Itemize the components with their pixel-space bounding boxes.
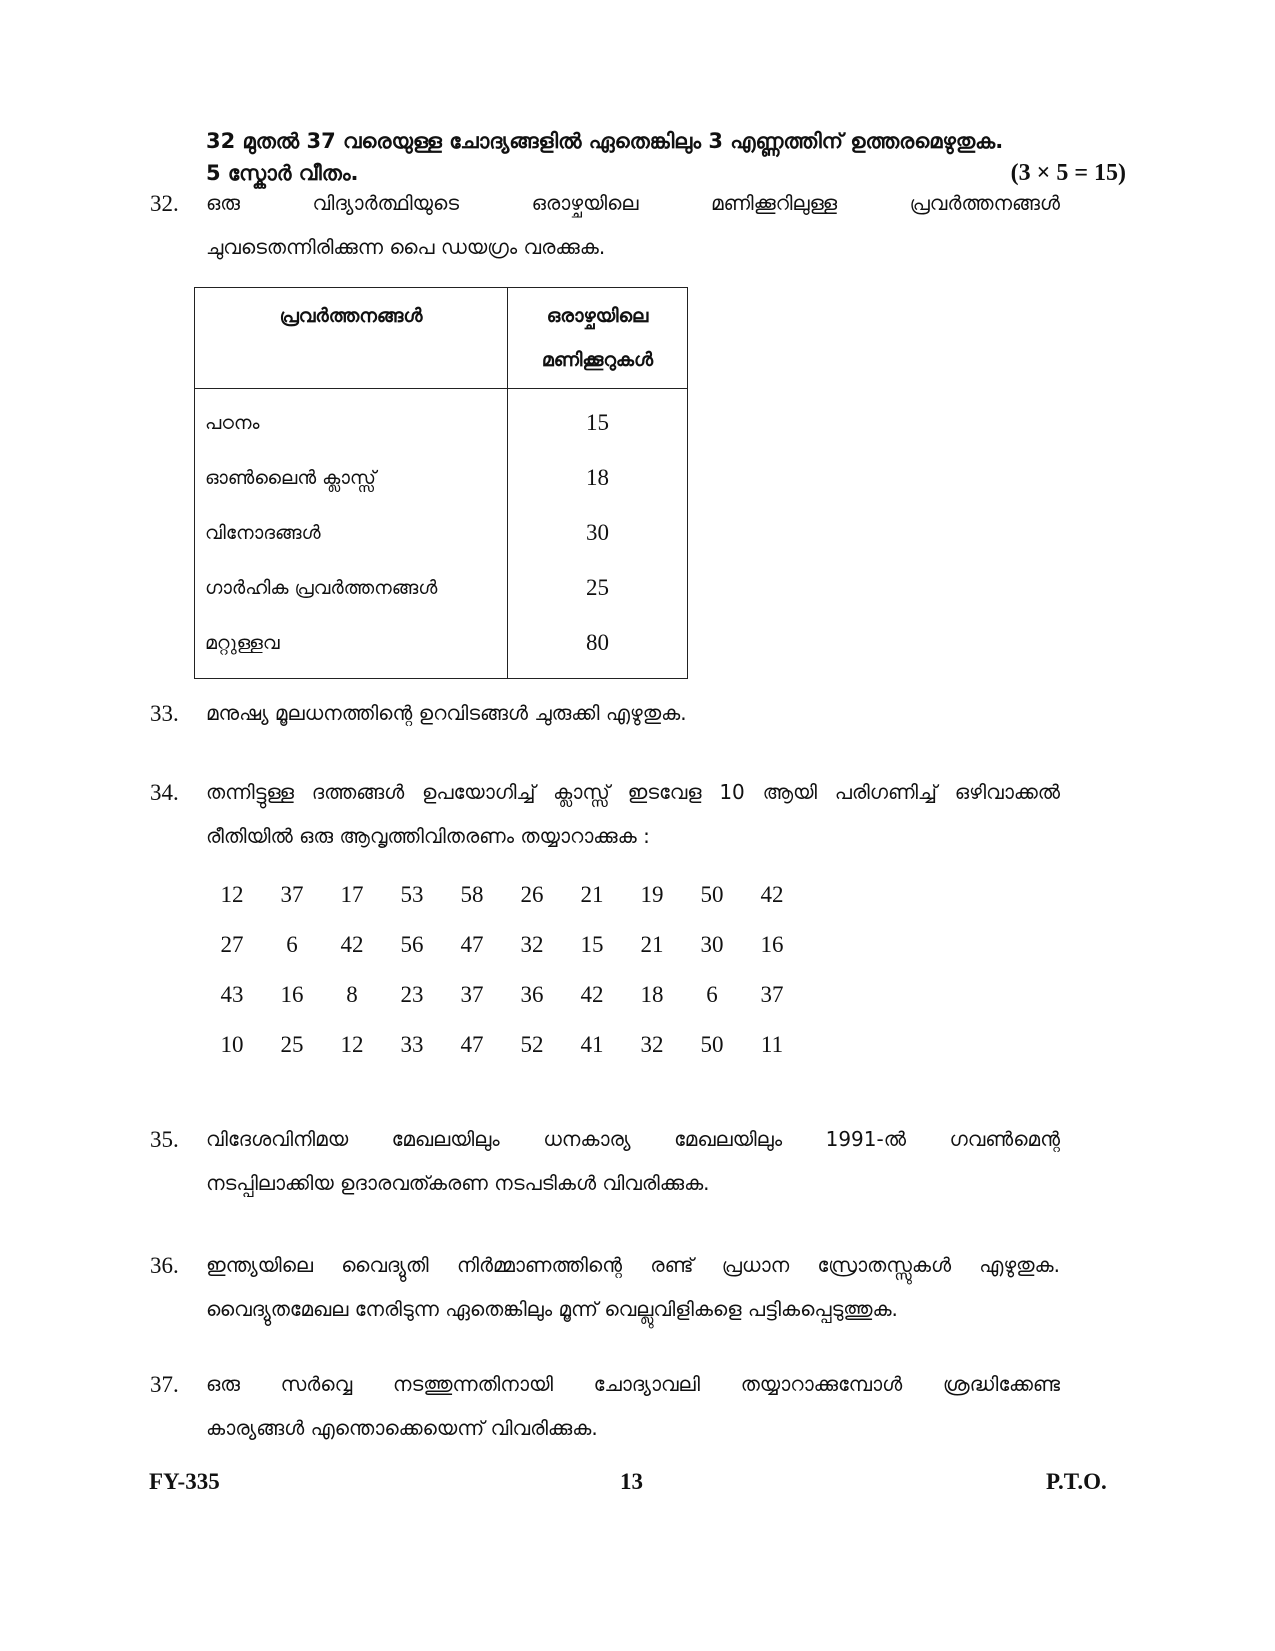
data-cell: 56 [400,932,424,957]
data-cell: 19 [640,882,664,907]
question-35-line-1: വിദേശവിനിമയ മേഖലയിലും ധനകാര്യ മേഖലയിലും 1991-ൽ ഗവൺമെന്റ [206,1127,1060,1151]
question-34-text [206,770,1060,858]
question-number-33: 33. [150,701,179,726]
header-activity: പ്രവർത്തനങ്ങൾ [195,288,508,389]
table-header-row [195,288,688,389]
table-row [195,560,688,615]
activity-cell: പഠനം [195,389,508,451]
pto-label: P.T.O. [1046,1469,1107,1494]
instruction-line-1: 32 മുതൽ 37 വരെയുള്ള ചോദ്യങ്ങളിൽ ഏതെങ്കിലും 3 എണ്ണത്തിന് ഉത്തരമെഴുതുക. [206,129,1004,153]
question-number-36: 36. [150,1253,179,1278]
question-34-line-2: രീതിയിൽ ഒരു ആവൃത്തിവിതരണം തയ്യാറാക്കുക : [206,824,650,848]
instruction-line-2: 5 സ്കോർ വീതം. [206,161,359,185]
data-cell: 27 [220,932,244,957]
data-cell: 25 [280,1032,304,1057]
data-cell: 15 [580,932,604,957]
data-cell: 6 [286,932,298,957]
data-cell: 18 [640,982,664,1007]
data-cell: 50 [700,882,724,907]
data-row [202,970,802,1020]
data-row [202,920,802,970]
data-cell: 26 [520,882,544,907]
data-cell: 37 [280,882,304,907]
exam-code: FY-335 [149,1469,220,1494]
question-35-text [206,1117,1060,1205]
data-cell: 16 [280,982,304,1007]
marks-label: (3 × 5 = 15) [1010,160,1126,186]
question-34-line-1: തന്നിട്ടുള്ള ദത്തങ്ങൾ ഉപയോഗിച്ച് ക്ലാസ്സ് ഇടവേള 10 ആയി പരിഗണിച്ച് ഒഴിവാക്കൽ [206,780,1060,804]
header-hours [508,288,688,389]
data-cell: 30 [700,932,724,957]
question-36-line-1: ഇന്ത്യയിലെ വൈദ്യുതി നിർമ്മാണത്തിന്റെ രണ്ട് പ്രധാന സ്രോതസ്സുകൾ എഴുതുക. [206,1253,1060,1277]
data-cell: 16 [760,932,784,957]
data-cell: 17 [340,882,364,907]
data-cell: 50 [700,1032,724,1057]
data-cell: 58 [460,882,484,907]
question-36-text [206,1243,1060,1331]
table-row [195,505,688,560]
data-cell: 33 [400,1032,424,1057]
question-33-text [206,691,1086,735]
data-cell: 12 [340,1032,364,1057]
data-cell: 37 [760,982,784,1007]
question-35-line-2: നടപ്പിലാക്കിയ ഉദാരവത്കരണ നടപടികൾ വിവരിക്കുക. [206,1171,710,1195]
question-33-line-1: മനുഷ്യ മൂലധനത്തിന്റെ ഉറവിടങ്ങൾ ചുരുക്കി എഴുതുക. [206,701,687,725]
table-row [195,389,688,451]
hours-cell: 80 [508,615,688,679]
data-cell: 32 [640,1032,664,1057]
page-number: 13 [620,1469,643,1494]
data-cell: 47 [460,1032,484,1057]
data-cell: 43 [220,982,244,1007]
data-cell: 21 [580,882,604,907]
question-32-text [206,181,1060,269]
data-cell: 42 [760,882,784,907]
data-cell: 32 [520,932,544,957]
question-32-line-1: ഒരു വിദ്യാർത്ഥിയുടെ ഒരാഴ്ചയിലെ മണിക്കൂറിലുള്ള പ്രവർത്തനങ്ങൾ [206,191,1060,215]
data-row [202,1020,802,1070]
question-number-34: 34. [150,780,179,805]
data-cell: 42 [340,932,364,957]
table-row [195,450,688,505]
question-number-35: 35. [150,1127,179,1152]
data-cell: 8 [346,982,358,1007]
question-32-line-2: ചുവടെതന്നിരിക്കുന്ന പൈ ഡയഗ്രം വരക്കുക. [206,235,606,259]
activity-hours-table [194,287,688,679]
hours-cell: 25 [508,560,688,615]
data-cell: 11 [760,1032,784,1057]
activity-cell: വിനോദങ്ങൾ [195,505,508,560]
data-cell: 10 [220,1032,244,1057]
data-cell: 23 [400,982,424,1007]
data-cell: 37 [460,982,484,1007]
question-number-32: 32. [150,191,179,216]
data-cell: 6 [706,982,718,1007]
question-36-line-2: വൈദ്യുതമേഖല നേരിടുന്ന ഏതെങ്കിലും മൂന്ന് വെല്ലുവിളികളെ പട്ടികപ്പെടുത്തുക. [206,1297,898,1321]
activity-cell: ഓൺലൈൻ ക്ലാസ്സ് [195,450,508,505]
question-37-line-2: കാര്യങ്ങൾ എന്തൊക്കെയെന്ന് വിവരിക്കുക. [206,1416,598,1440]
data-cell: 21 [640,932,664,957]
question-37-line-1: ഒരു സർവ്വെ നടത്തുന്നതിനായി ചോദ്യാവലി തയ്യാറാക്കുമ്പോൾ ശ്രദ്ധിക്കേണ്ട [206,1372,1060,1396]
data-cell: 41 [580,1032,604,1057]
header-hours-line-2: മണിക്കൂറുകൾ [541,349,654,371]
data-cell: 52 [520,1032,544,1057]
data-cell: 53 [400,882,424,907]
header-hours-line-1: ഒരാഴ്ചയിലെ [546,305,649,327]
data-cell: 47 [460,932,484,957]
hours-cell: 18 [508,450,688,505]
data-cell: 12 [220,882,244,907]
hours-cell: 30 [508,505,688,560]
data-cell: 36 [520,982,544,1007]
question-37-text [206,1362,1060,1450]
section-instruction [206,125,1126,189]
question-number-37: 37. [150,1372,179,1397]
hours-cell: 15 [508,389,688,451]
activity-cell: മറ്റുള്ളവ [195,615,508,679]
data-row [202,870,802,920]
data-grid [202,870,802,1070]
table-row [195,615,688,679]
data-cell: 42 [580,982,604,1007]
activity-cell: ഗാർഹിക പ്രവർത്തനങ്ങൾ [195,560,508,615]
